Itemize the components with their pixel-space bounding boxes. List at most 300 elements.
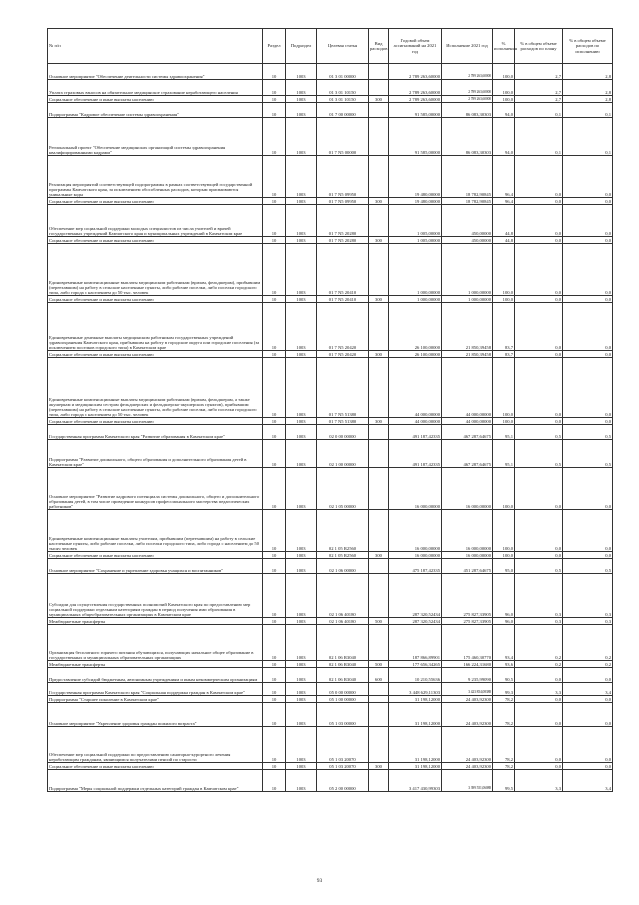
row-section: 10 xyxy=(263,351,286,358)
row-name: Уплата страховых взносов на обязательное медицинское страхование неработающего населения xyxy=(48,80,263,96)
table-row xyxy=(48,425,613,440)
row-exp-type xyxy=(369,625,389,661)
row-share-plan: 0,0 xyxy=(515,668,563,683)
row-share-exec: 0,0 xyxy=(563,510,613,552)
row-share-exec: 0,0 xyxy=(563,552,613,559)
row-exp-type xyxy=(369,425,389,440)
row-exp-type xyxy=(369,574,389,618)
row-name: Организация бесплатного горячего питания обучающихся, получающих начальное общее образование в государственных и муниципальных образовательных организациях xyxy=(48,625,263,661)
row-exec: 2 789 263,60000 xyxy=(442,80,493,96)
row-exec: 450,00000 xyxy=(442,237,493,244)
row-target: 02 1 06 R3040 xyxy=(317,668,369,683)
row-target: 02 1 06 40180 xyxy=(317,618,369,625)
row-target: 01 7 N5 20410 xyxy=(317,244,369,296)
row-share-plan: 0,0 xyxy=(515,703,563,727)
row-name: Социальное обеспечение и иные выплаты населению xyxy=(48,763,263,770)
row-section: 10 xyxy=(263,244,286,296)
row-share-exec: 2,8 xyxy=(563,80,613,96)
row-name: Подпрограмма "Развитие дошкольного, общего образования и дополнительного образования детей в Камчатском крае" xyxy=(48,440,263,468)
row-plan: 491 187,42335 xyxy=(389,440,442,468)
row-share-exec: 0,1 xyxy=(563,103,613,118)
row-plan: 16 000,00000 xyxy=(389,552,442,559)
row-exp-type: 500 xyxy=(369,618,389,625)
row-plan: 2 789 263,60000 xyxy=(389,96,442,103)
table-row xyxy=(48,351,613,358)
table-row xyxy=(48,510,613,552)
row-target: 01 7 N5 20420 xyxy=(317,303,369,351)
row-name: Реализация мероприятий соответствующей подпрограммы в рамках соответствующей государственной программы Камчатского края, за исключением обособленных расходов, которым присваиваются уникальные коды xyxy=(48,156,263,198)
row-subsection: 1003 xyxy=(286,559,317,574)
row-target: 02 0 00 00000 xyxy=(317,425,369,440)
row-subsection: 1003 xyxy=(286,358,317,418)
row-name: Обеспечение мер социальной поддержки молодых специалистов из числа учителей и врачей государственных учреждений Камчатского края и муниципальных учреждений в Камчатском крае xyxy=(48,205,263,237)
row-subsection: 1003 xyxy=(286,244,317,296)
row-exp-type xyxy=(369,559,389,574)
row-subsection: 1003 xyxy=(286,237,317,244)
row-subsection: 1003 xyxy=(286,103,317,118)
row-exp-type: 300 xyxy=(369,237,389,244)
row-exec: 467 287,64675 xyxy=(442,440,493,468)
row-pct: 95,1 xyxy=(493,440,515,468)
row-name: Социальное обеспечение и иные выплаты населению xyxy=(48,237,263,244)
row-share-plan: 0,0 xyxy=(515,468,563,510)
row-exp-type: 300 xyxy=(369,96,389,103)
row-share-plan: 0,5 xyxy=(515,425,563,440)
row-name: Социальное обеспечение и иные выплаты населению xyxy=(48,418,263,425)
row-share-plan: 0,3 xyxy=(515,618,563,625)
row-target: 05 1 03 00000 xyxy=(317,703,369,727)
row-section: 10 xyxy=(263,80,286,96)
row-name: Предоставление субсидий бюджетным, автономным учреждениям и иным некоммерческим организациям xyxy=(48,668,263,683)
row-share-exec: 0,5 xyxy=(563,440,613,468)
table-row xyxy=(48,237,613,244)
row-share-exec: 0,2 xyxy=(563,661,613,668)
row-name: Региональный проект "Обеспечение медицинских организаций системы здравоохранения квалифицированными кадрами" xyxy=(48,118,263,156)
row-plan: 31 198,12000 xyxy=(389,727,442,763)
row-share-exec: 0,0 xyxy=(563,244,613,296)
row-pct: 96,0 xyxy=(493,574,515,618)
row-exec: 450,00000 xyxy=(442,205,493,237)
row-section: 10 xyxy=(263,198,286,205)
row-target: 02 1 06 R3040 xyxy=(317,661,369,668)
table-row xyxy=(48,552,613,559)
header-target: Целевая статья xyxy=(317,29,369,64)
row-pct: 78,2 xyxy=(493,703,515,727)
row-exec: 24 403,92300 xyxy=(442,696,493,703)
row-section: 10 xyxy=(263,696,286,703)
row-subsection: 1003 xyxy=(286,418,317,425)
row-share-plan: 0,0 xyxy=(515,303,563,351)
row-exec: 21 850,39458 xyxy=(442,351,493,358)
row-section: 10 xyxy=(263,237,286,244)
row-pct: 44,8 xyxy=(493,237,515,244)
table-row xyxy=(48,244,613,296)
row-target: 02 1 06 R3040 xyxy=(317,625,369,661)
row-share-exec: 0,0 xyxy=(563,296,613,303)
row-section: 10 xyxy=(263,64,286,80)
row-share-plan: 0,0 xyxy=(515,351,563,358)
row-share-exec: 0,5 xyxy=(563,559,613,574)
row-name: Социальное обеспечение и иные выплаты населению xyxy=(48,351,263,358)
row-section: 10 xyxy=(263,661,286,668)
row-exp-type: 300 xyxy=(369,351,389,358)
row-exp-type xyxy=(369,303,389,351)
row-pct: 78,2 xyxy=(493,727,515,763)
row-share-plan: 2,7 xyxy=(515,64,563,80)
row-share-exec: 0,1 xyxy=(563,118,613,156)
row-subsection: 1003 xyxy=(286,668,317,683)
row-exec: 1 000,00000 xyxy=(442,244,493,296)
row-section: 10 xyxy=(263,205,286,237)
row-share-exec: 0,0 xyxy=(563,351,613,358)
table-row xyxy=(48,103,613,118)
row-target: 02 1 06 40180 xyxy=(317,574,369,618)
row-section: 10 xyxy=(263,668,286,683)
header-share-plan: % в общем объеме расходов по плану xyxy=(515,29,563,64)
row-exp-type xyxy=(369,156,389,198)
row-pct: 83,7 xyxy=(493,351,515,358)
row-exp-type xyxy=(369,770,389,792)
row-subsection: 1003 xyxy=(286,661,317,668)
row-name: Социальное обеспечение и иные выплаты населению xyxy=(48,96,263,103)
header-exp-type: Вид расходов xyxy=(369,29,389,64)
row-share-plan: 0,0 xyxy=(515,205,563,237)
table-row xyxy=(48,96,613,103)
header-no: № п/п xyxy=(48,29,263,64)
row-exp-type xyxy=(369,64,389,80)
row-section: 10 xyxy=(263,358,286,418)
page-number: 93 xyxy=(316,878,323,884)
row-exec: 86 083,30303 xyxy=(442,118,493,156)
row-target: 01 3 01 10150 xyxy=(317,96,369,103)
row-exec: 24 403,92300 xyxy=(442,703,493,727)
row-name: Единовременные денежные выплаты медицинским работникам государственных учреждений здравоохранения Камчатского края, прибывшим на работу в городские округа или городские поселения (за исключением поселков городского типа) в Камчатском крае xyxy=(48,303,263,351)
table-row xyxy=(48,418,613,425)
row-target: 05 1 03 20070 xyxy=(317,763,369,770)
row-exp-type xyxy=(369,683,389,696)
row-target: 01 7 N5 09950 xyxy=(317,198,369,205)
row-exp-type xyxy=(369,103,389,118)
row-pct: 83,7 xyxy=(493,303,515,351)
row-plan: 1 005,00000 xyxy=(389,205,442,237)
row-subsection: 1003 xyxy=(286,618,317,625)
row-share-exec: 0,5 xyxy=(563,425,613,440)
row-pct: 94,0 xyxy=(493,118,515,156)
table-row xyxy=(48,440,613,468)
row-subsection: 1003 xyxy=(286,425,317,440)
row-plan: 26 100,00000 xyxy=(389,303,442,351)
row-share-exec: 0,0 xyxy=(563,198,613,205)
table-row xyxy=(48,668,613,683)
row-name: Единовременные компенсационные выплаты медицинским работникам (врачам, фельдшерам), прибывшим (переехавшим) на работу в сельские населенные пункты, либо рабочие поселки, либо поселки городского типа, либо города с населением до 50 тыс. человек xyxy=(48,244,263,296)
row-plan: 16 000,00000 xyxy=(389,468,442,510)
row-exp-type: 500 xyxy=(369,661,389,668)
row-pct: 96,4 xyxy=(493,156,515,198)
row-name: Подпрограмма "Старшее поколение в Камчатском крае" xyxy=(48,696,263,703)
row-share-exec: 0,0 xyxy=(563,468,613,510)
row-plan: 31 198,12000 xyxy=(389,763,442,770)
row-subsection: 1003 xyxy=(286,296,317,303)
table-row xyxy=(48,205,613,237)
row-exec: 16 000,00000 xyxy=(442,552,493,559)
row-share-exec: 2,8 xyxy=(563,96,613,103)
row-pct: 100,0 xyxy=(493,358,515,418)
row-name: Подпрограмма "Кадровое обеспечение системы здравоохранения" xyxy=(48,103,263,118)
row-subsection: 1003 xyxy=(286,64,317,80)
table-row xyxy=(48,118,613,156)
row-target: 02 1 05 00000 xyxy=(317,468,369,510)
row-section: 10 xyxy=(263,96,286,103)
row-pct: 78,2 xyxy=(493,763,515,770)
row-pct: 78,2 xyxy=(493,696,515,703)
row-share-exec: 2,8 xyxy=(563,64,613,80)
header-share-exec: % в общем объеме расходов по исполнению xyxy=(563,29,613,64)
row-exp-type: 300 xyxy=(369,552,389,559)
row-target: 01 3 01 00000 xyxy=(317,64,369,80)
row-name: Государственная программа Камчатского края "Социальная поддержка граждан в Камчатском крае" xyxy=(48,683,263,696)
row-name: Государственная программа Камчатского края "Развитие образования в Камчатском крае" xyxy=(48,425,263,440)
row-plan: 26 100,00000 xyxy=(389,351,442,358)
row-plan: 287 320,52434 xyxy=(389,574,442,618)
row-share-exec: 0,0 xyxy=(563,358,613,418)
row-name: Субсидии для осуществления государственных полномочий Камчатского края по предоставлению мер социальной поддержки отдельным категориям граждан в период получения ими образования в муниципальных общеобразовательных организациях в Камчатском крае xyxy=(48,574,263,618)
row-share-plan: 0,2 xyxy=(515,625,563,661)
table-row xyxy=(48,770,613,792)
table-row xyxy=(48,661,613,668)
header-pct: % исполнения xyxy=(493,29,515,64)
row-name: Единовременные компенсационные выплаты учителям, прибывшим (переехавшим) на работу в сельские населенные пункты, либо рабочие поселки, либо поселки городского типа, либо города с населением до 50 тысяч человек xyxy=(48,510,263,552)
row-pct: 100,0 xyxy=(493,510,515,552)
row-subsection: 1003 xyxy=(286,198,317,205)
row-exec: 275 827,33905 xyxy=(442,574,493,618)
row-section: 10 xyxy=(263,303,286,351)
row-section: 10 xyxy=(263,425,286,440)
row-exec: 467 287,64675 xyxy=(442,425,493,440)
row-plan: 187 866,89901 xyxy=(389,625,442,661)
row-plan: 91 585,00000 xyxy=(389,118,442,156)
row-plan: 91 585,00000 xyxy=(389,103,442,118)
row-share-plan: 0,2 xyxy=(515,661,563,668)
row-section: 10 xyxy=(263,625,286,661)
row-exec: 24 403,92300 xyxy=(442,727,493,763)
row-share-plan: 0,1 xyxy=(515,103,563,118)
row-subsection: 1003 xyxy=(286,770,317,792)
row-subsection: 1003 xyxy=(286,574,317,618)
row-plan: 2 789 263,60000 xyxy=(389,64,442,80)
row-section: 10 xyxy=(263,418,286,425)
row-target: 01 7 00 00000 xyxy=(317,103,369,118)
row-name: Обеспечение мер социальной поддержки по предоставлению санаторно-курортного лечения неработающим гражданам, являющимся получателями пенсий по старости xyxy=(48,727,263,763)
row-subsection: 1003 xyxy=(286,156,317,198)
row-plan: 475 187,42335 xyxy=(389,559,442,574)
row-target: 05 1 03 20070 xyxy=(317,727,369,763)
row-share-plan: 0,5 xyxy=(515,440,563,468)
table-row xyxy=(48,468,613,510)
row-pct: 44,8 xyxy=(493,205,515,237)
table-row xyxy=(48,198,613,205)
row-section: 10 xyxy=(263,296,286,303)
table-row xyxy=(48,559,613,574)
row-share-plan: 0,0 xyxy=(515,198,563,205)
row-plan: 287 320,52434 xyxy=(389,618,442,625)
row-share-exec: 0,0 xyxy=(563,696,613,703)
row-share-plan: 3,3 xyxy=(515,683,563,696)
row-share-exec: 0,0 xyxy=(563,668,613,683)
row-share-plan: 2,7 xyxy=(515,80,563,96)
row-target: 01 7 N5 20280 xyxy=(317,237,369,244)
row-pct: 94,0 xyxy=(493,103,515,118)
row-section: 10 xyxy=(263,468,286,510)
row-subsection: 1003 xyxy=(286,625,317,661)
row-exec: 44 000,00000 xyxy=(442,358,493,418)
row-share-exec: 0,2 xyxy=(563,625,613,661)
row-share-exec: 0,0 xyxy=(563,205,613,237)
row-section: 10 xyxy=(263,763,286,770)
row-name: Основное мероприятие "Развитие кадрового потенциала системы дошкольного, общего и дополнительного образования детей, в том числе проведение конкурсов профессионального мастерства педагогических работников" xyxy=(48,468,263,510)
row-section: 10 xyxy=(263,559,286,574)
row-target: 02 1 00 00000 xyxy=(317,440,369,468)
row-share-exec: 0,0 xyxy=(563,727,613,763)
row-plan: 19 480,00000 xyxy=(389,156,442,198)
row-plan: 10 210,55636 xyxy=(389,668,442,683)
row-subsection: 1003 xyxy=(286,510,317,552)
row-plan: 1 005,00000 xyxy=(389,237,442,244)
row-section: 10 xyxy=(263,118,286,156)
row-name: Подпрограмма "Меры социальной поддержки отдельных категорий граждан в Камчатском крае" xyxy=(48,770,263,792)
table-row xyxy=(48,296,613,303)
row-plan: 16 000,00000 xyxy=(389,510,442,552)
row-share-exec: 3,4 xyxy=(563,770,613,792)
row-plan: 1 000,00000 xyxy=(389,244,442,296)
row-name: Социальное обеспечение и иные выплаты населению xyxy=(48,552,263,559)
row-name: Социальное обеспечение и иные выплаты населению xyxy=(48,296,263,303)
row-section: 10 xyxy=(263,156,286,198)
row-name: Межбюджетные трансферты xyxy=(48,618,263,625)
row-pct: 100,0 xyxy=(493,468,515,510)
row-exp-type xyxy=(369,468,389,510)
row-exp-type: 300 xyxy=(369,296,389,303)
row-plan: 491 187,42335 xyxy=(389,425,442,440)
row-plan: 2 789 263,60000 xyxy=(389,80,442,96)
row-plan: 1 000,00000 xyxy=(389,296,442,303)
row-section: 10 xyxy=(263,703,286,727)
row-exec: 18 782,90845 xyxy=(442,198,493,205)
row-pct: 100,0 xyxy=(493,64,515,80)
row-exp-type xyxy=(369,205,389,237)
table-row xyxy=(48,683,613,696)
row-exec: 2 789 263,60000 xyxy=(442,64,493,80)
row-section: 10 xyxy=(263,552,286,559)
row-plan: 3 417 430,99303 xyxy=(389,770,442,792)
row-subsection: 1003 xyxy=(286,303,317,351)
row-pct: 100,0 xyxy=(493,96,515,103)
table-header-row xyxy=(48,29,613,64)
row-share-plan: 0,3 xyxy=(515,574,563,618)
row-pct: 100,0 xyxy=(493,80,515,96)
row-pct: 100,0 xyxy=(493,244,515,296)
row-target: 01 7 N5 20420 xyxy=(317,351,369,358)
row-share-plan: 0,0 xyxy=(515,418,563,425)
row-exp-type xyxy=(369,80,389,96)
row-exp-type xyxy=(369,696,389,703)
row-target: 01 7 N5 20410 xyxy=(317,296,369,303)
row-exp-type xyxy=(369,118,389,156)
header-subsection: Подраздел xyxy=(286,29,317,64)
row-exp-type xyxy=(369,358,389,418)
row-exec: 44 000,00000 xyxy=(442,418,493,425)
row-share-plan: 0,0 xyxy=(515,156,563,198)
table-row xyxy=(48,80,613,96)
row-share-plan: 2,7 xyxy=(515,96,563,103)
row-subsection: 1003 xyxy=(286,703,317,727)
table-row xyxy=(48,618,613,625)
row-exp-type xyxy=(369,440,389,468)
row-share-exec: 0,0 xyxy=(563,418,613,425)
row-pct: 90,5 xyxy=(493,668,515,683)
row-section: 10 xyxy=(263,770,286,792)
row-share-exec: 0,0 xyxy=(563,703,613,727)
row-exec: 21 850,39458 xyxy=(442,303,493,351)
row-subsection: 1003 xyxy=(286,727,317,763)
table-row xyxy=(48,574,613,618)
row-plan: 44 000,00000 xyxy=(389,418,442,425)
row-pct: 93,6 xyxy=(493,661,515,668)
row-share-exec: 0,3 xyxy=(563,574,613,618)
row-subsection: 1003 xyxy=(286,351,317,358)
row-pct: 95,1 xyxy=(493,425,515,440)
row-target: 01 7 N5 20280 xyxy=(317,205,369,237)
row-plan: 177 656,34265 xyxy=(389,661,442,668)
row-share-exec: 0,0 xyxy=(563,763,613,770)
row-exec: 16 000,00000 xyxy=(442,510,493,552)
table-row xyxy=(48,696,613,703)
row-share-exec: 0,0 xyxy=(563,156,613,198)
row-subsection: 1003 xyxy=(286,468,317,510)
table-row xyxy=(48,64,613,80)
row-exp-type xyxy=(369,510,389,552)
row-share-plan: 0,0 xyxy=(515,510,563,552)
budget-table xyxy=(47,28,613,792)
row-pct: 96,0 xyxy=(493,618,515,625)
row-pct: 100,0 xyxy=(493,418,515,425)
row-section: 10 xyxy=(263,440,286,468)
row-plan: 31 198,12000 xyxy=(389,703,442,727)
row-exec: 3 399 551,06088 xyxy=(442,770,493,792)
row-exp-type xyxy=(369,703,389,727)
header-plan: Годовой объем ассигнований на 2021 год xyxy=(389,29,442,64)
row-section: 10 xyxy=(263,103,286,118)
header-section: Раздел xyxy=(263,29,286,64)
row-exec: 18 782,90845 xyxy=(442,156,493,198)
table-row xyxy=(48,763,613,770)
row-exec: 175 460,30770 xyxy=(442,625,493,661)
row-exp-type xyxy=(369,727,389,763)
row-exec: 1 000,00000 xyxy=(442,296,493,303)
row-name: Основное мероприятие "Сохранение и укрепление здоровья учащихся и воспитанников" xyxy=(48,559,263,574)
row-name: Единовременные компенсационные выплаты медицинским работникам (врачам, фельдшерам, а также акушеркам и медицинским сестрам фельдшерских и фельдшерско-акушерских пунктов), прибывшим (переехавшим) на работу в сельские населенные пункты, либо рабочие поселки, либо поселки городского типа, либо города с населением до 50 тыс. человек xyxy=(48,358,263,418)
row-name: Основное мероприятие "Укрепление здоровья граждан пожилого возраста" xyxy=(48,703,263,727)
row-target: 01 7 N5 09950 xyxy=(317,156,369,198)
table-row xyxy=(48,703,613,727)
row-exec: 3 423 854,08388 xyxy=(442,683,493,696)
row-target: 05 2 00 00000 xyxy=(317,770,369,792)
row-subsection: 1003 xyxy=(286,696,317,703)
row-exec: 86 083,30303 xyxy=(442,103,493,118)
row-target: 05 1 00 00000 xyxy=(317,696,369,703)
row-target: 02 1 05 R2560 xyxy=(317,552,369,559)
row-pct: 100,0 xyxy=(493,296,515,303)
row-subsection: 1003 xyxy=(286,96,317,103)
